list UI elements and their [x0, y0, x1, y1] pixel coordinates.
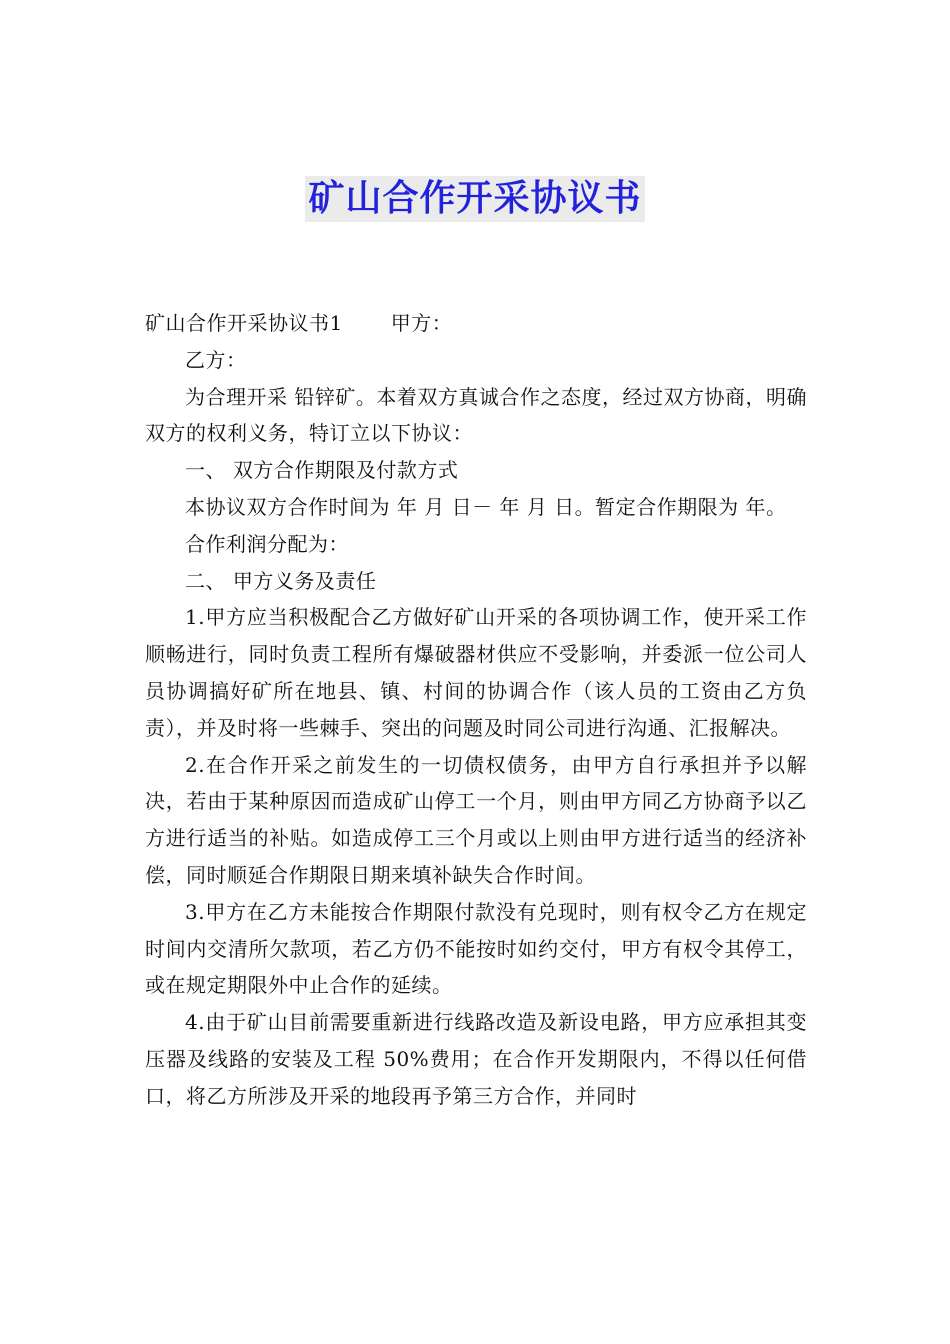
clause-3: 3.甲方在乙方未能按合作期限付款没有兑现时，则有权令乙方在规定时间内交清所欠款项，若乙方仍不能按时如约交付，甲方有权令其停工，或在规定期限外中止合作的延续。: [145, 899, 807, 998]
clause-1: 1.甲方应当积极配合乙方做好矿山开采的各项协调工作，使开采工作顺畅进行，同时负责工程所有爆破器材供应不受影响，并委派一位公司人员协调搞好矿所在地县、镇、村间的协调合作（该人员的工资由乙方负责），并及时将一些棘手、突出的问题及时同公司进行沟通、汇报解决。: [145, 605, 807, 740]
term-paragraph: 本协议双方合作时间为 年 月 日－ 年 月 日。暂定合作期限为 年。: [185, 494, 787, 519]
document-body: [145, 305, 807, 1115]
clause-4: 4.由于矿山目前需要重新进行线路改造及新设电路，甲方应承担其变压器及线路的安装及工程 50%费用；在合作开发期限内，不得以任何借口，将乙方所涉及开采的地段再予第三方合作，并同时: [145, 1010, 807, 1108]
document-title: 矿山合作开采协议书: [305, 176, 644, 222]
party-b-line: 乙方：: [185, 347, 247, 372]
intro-line: [145, 305, 807, 342]
title-container: [0, 176, 950, 222]
section-heading-2: 二、 甲方义务及责任: [185, 568, 377, 593]
profit-paragraph: 合作利润分配为：: [185, 531, 349, 556]
clause-2: 2.在合作开采之前发生的一切债权债务，由甲方自行承担并予以解决，若由于某种原因而造成矿山停工一个月，则由甲方同乙方协商予以乙方进行适当的补贴。如造成停工三个月或以上则由甲方进行适当的经济补偿，同时顺延合作期限日期来填补缺失合作时间。: [145, 752, 807, 887]
purpose-paragraph: 为合理开采 铅锌矿。本着双方真诚合作之态度，经过双方协商，明确双方的权利义务，特订立以下协议：: [145, 384, 807, 446]
party-a-label: 甲方：: [390, 311, 453, 335]
intro-heading: 矿山合作开采协议书1: [145, 311, 343, 335]
section-heading-1: 一、 双方合作期限及付款方式: [185, 458, 459, 483]
